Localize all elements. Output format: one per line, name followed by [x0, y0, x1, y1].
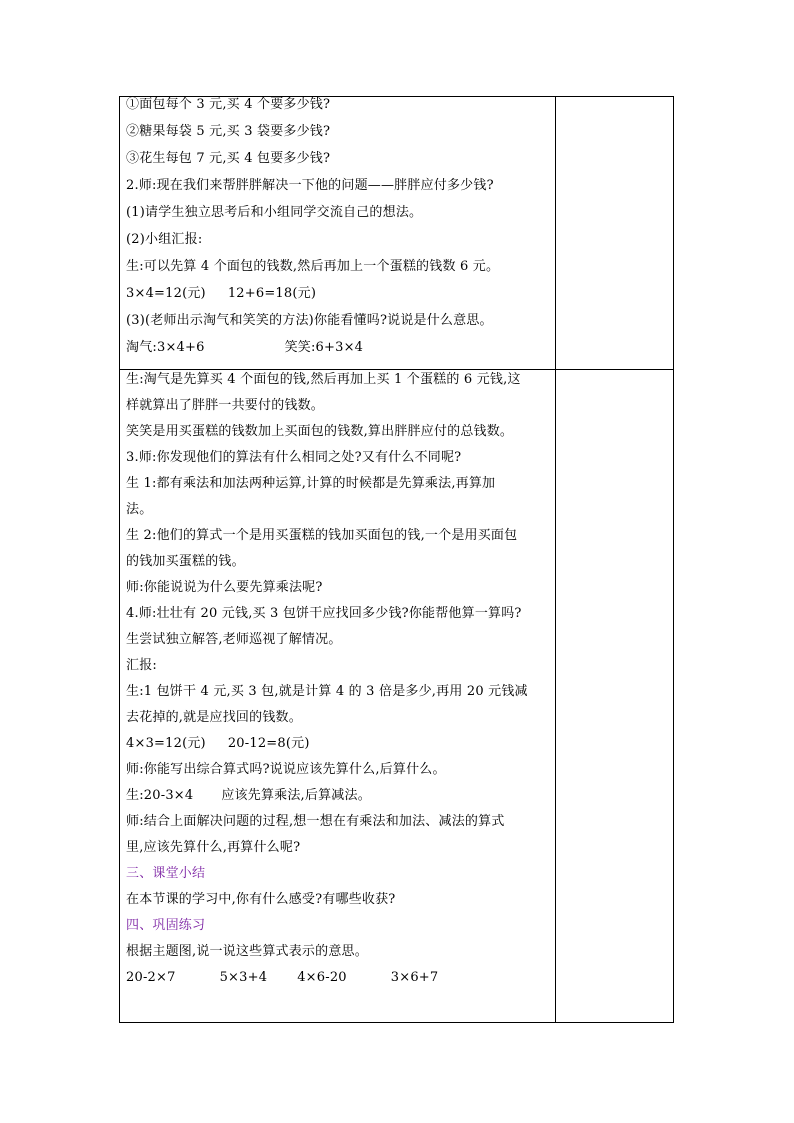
- table-row: [120, 97, 674, 370]
- formula: 生:20-3×4: [126, 788, 194, 803]
- text-line: 生:淘气是先算买 4 个面包的钱,然后再加上买 1 个蛋糕的 6 元钱,这: [126, 372, 521, 387]
- text-line: 生尝试独立解答,老师巡视了解情况。: [126, 632, 342, 647]
- text-line: 师:你能说说为什么要先算乘法呢?: [126, 580, 323, 595]
- text-line: [120, 736, 555, 762]
- content-cell-2: [120, 370, 556, 1023]
- formula: 3×4=12(元): [126, 286, 206, 301]
- text-line: 根据主题图,说一说这些算式表示的意思。: [126, 944, 368, 959]
- formula: 20-2×7: [126, 970, 176, 985]
- text: 应该先算乘法,后算减法。: [221, 788, 371, 803]
- text-line: 师:你能写出综合算式吗?说说应该先算什么,后算什么。: [126, 762, 446, 777]
- text-line: 2.师:现在我们来帮胖胖解决一下他的问题——胖胖应付多少钱?: [126, 178, 494, 193]
- text-line: 生 1:都有乘法和加法两种运算,计算的时候都是先算乘法,再算加: [126, 476, 496, 491]
- text-line: [120, 788, 555, 814]
- text-line: 生 2:他们的算式一个是用买蛋糕的钱加买面包的钱,一个是用买面包: [126, 528, 518, 543]
- content-cell-1: [120, 97, 556, 370]
- section-heading-practice: 四、巩固练习: [126, 918, 206, 933]
- text-line: ③花生每包 7 元,买 4 包要多少钱?: [126, 151, 331, 166]
- text-line: 4.师:壮壮有 20 元钱,买 3 包饼干应找回多少钱?你能帮他算一算吗?: [126, 606, 522, 621]
- side-cell-1: [556, 97, 674, 370]
- text-line: 生:1 包饼干 4 元,买 3 包,就是计算 4 的 3 倍是多少,再用 20 元钱减: [126, 684, 528, 699]
- text-line: [120, 970, 555, 996]
- lesson-plan-table: [119, 96, 674, 1023]
- text-line: 去花掉的,就是应找回的钱数。: [126, 710, 302, 725]
- text-line: 笑笑是用买蛋糕的钱数加上买面包的钱数,算出胖胖应付的总钱数。: [126, 424, 514, 439]
- formula: 4×6-20: [297, 970, 347, 985]
- text-line: 法。: [126, 502, 153, 517]
- formula: 笑笑:6+3×4: [284, 340, 364, 355]
- text-line: [120, 287, 555, 314]
- formula: 4×3=12(元): [126, 736, 206, 751]
- text-line: 在本节课的学习中,你有什么感受?有哪些收获?: [126, 892, 396, 907]
- text-line: 生:可以先算 4 个面包的钱数,然后再加上一个蛋糕的钱数 6 元。: [126, 259, 500, 274]
- section-heading-summary: 三、课堂小结: [126, 866, 206, 881]
- text-line: 样就算出了胖胖一共要付的钱数。: [126, 398, 325, 413]
- text-line: (2)小组汇报:: [126, 232, 203, 247]
- text-line: ②糖果每袋 5 元,买 3 袋要多少钱?: [126, 124, 331, 139]
- formula: 5×3+4: [219, 970, 268, 985]
- text-line: 的钱加买蛋糕的钱。: [126, 554, 245, 569]
- text-line: 里,应该先算什么,再算什么呢?: [126, 840, 301, 855]
- formula: 12+6=18(元): [227, 286, 317, 301]
- formula: 20-12=8(元): [227, 736, 310, 751]
- text-line: 师:结合上面解决问题的过程,想一想在有乘法和加法、减法的算式: [126, 814, 505, 829]
- side-cell-2: [556, 370, 674, 1023]
- text-line: 汇报:: [126, 658, 157, 673]
- text-line: 3.师:你发现他们的算法有什么相同之处?又有什么不同呢?: [126, 450, 462, 465]
- text-line: (3)(老师出示淘气和笑笑的方法)你能看懂吗?说说是什么意思。: [126, 313, 493, 328]
- formula: 淘气:3×4+6: [126, 340, 205, 355]
- text-line: (1)请学生独立思考后和小组同学交流自己的想法。: [126, 205, 423, 220]
- text-line: ①面包每个 3 元,买 4 个要多少钱?: [126, 97, 331, 112]
- table-row: [120, 370, 674, 1023]
- formula: 3×6+7: [390, 970, 439, 985]
- text-line: [120, 341, 555, 365]
